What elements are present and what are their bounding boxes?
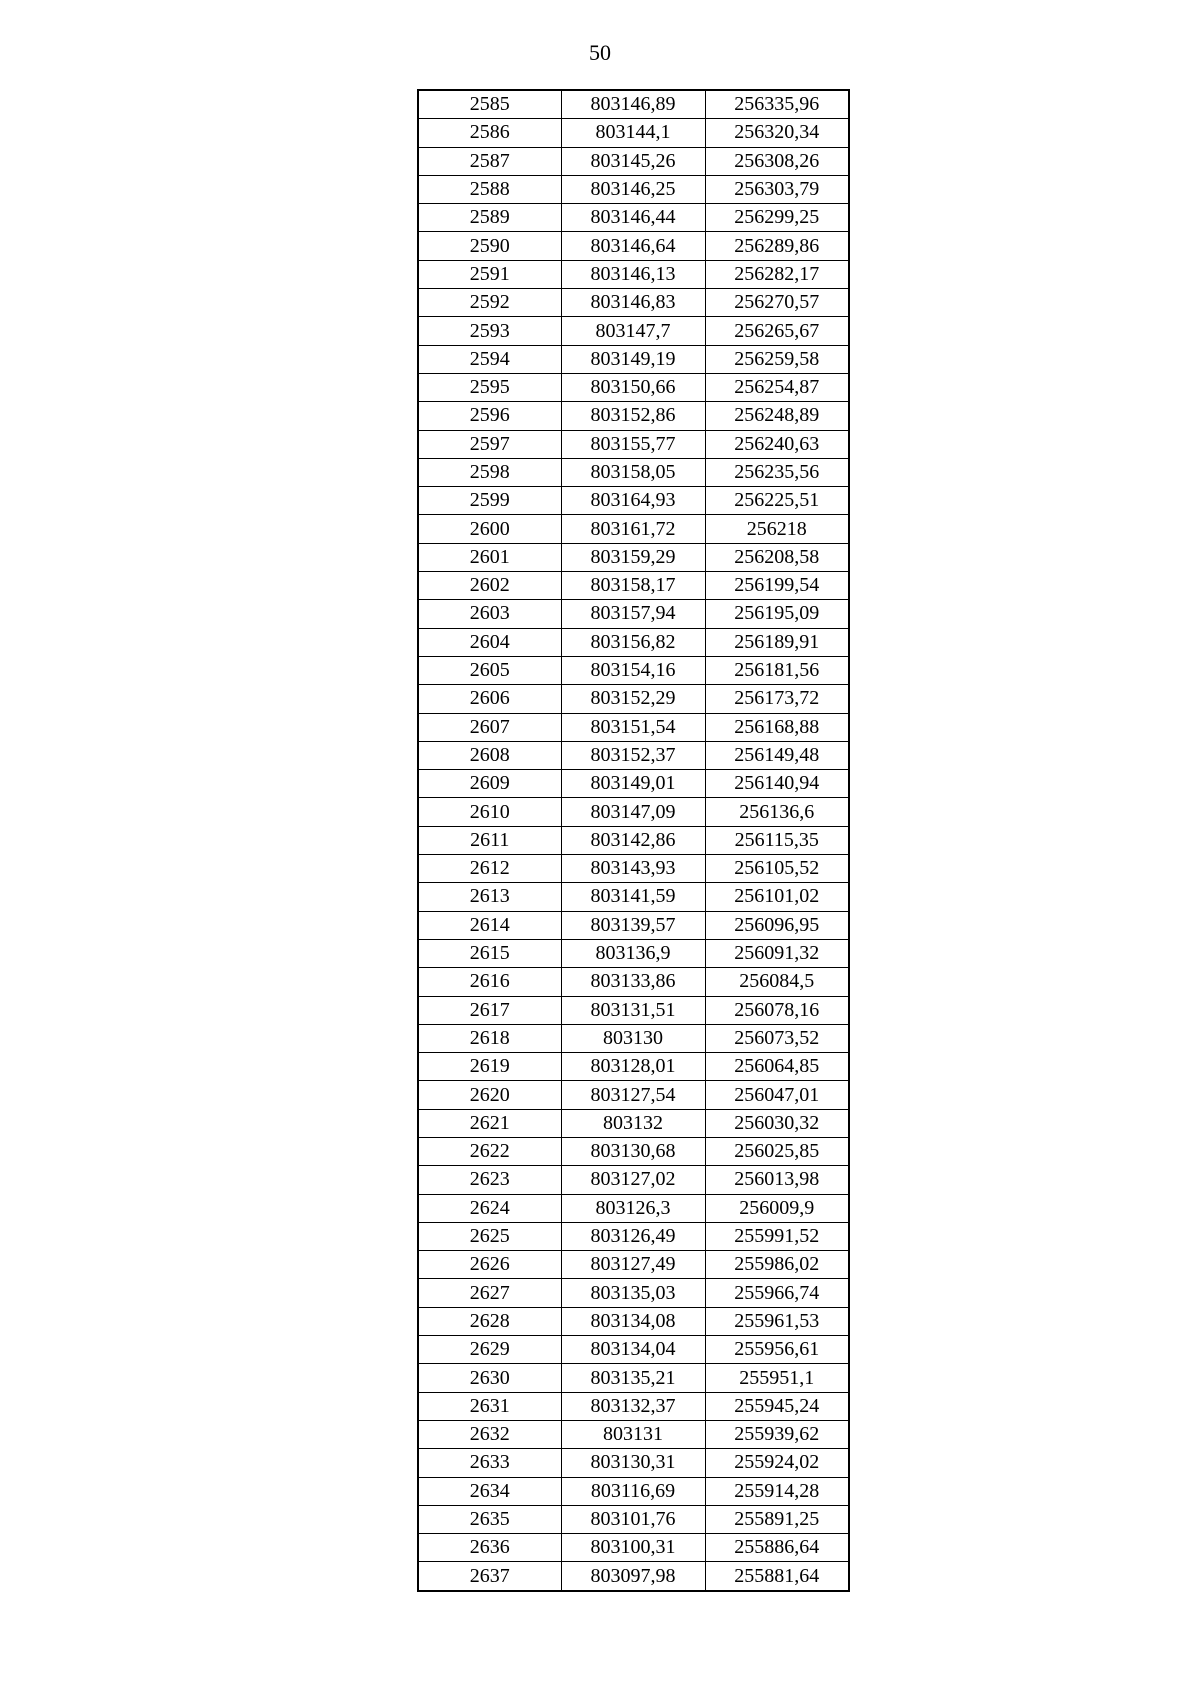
y-coordinate-cell: 256105,52: [705, 855, 849, 883]
point-number-cell: 2590: [418, 232, 561, 260]
x-coordinate-cell: 803158,05: [561, 458, 705, 486]
y-coordinate-cell: 256181,56: [705, 656, 849, 684]
point-number-cell: 2593: [418, 317, 561, 345]
table-row: [418, 685, 849, 713]
y-coordinate-cell: 255914,28: [705, 1477, 849, 1505]
point-number-cell: 2630: [418, 1364, 561, 1392]
table-row: [418, 855, 849, 883]
table-row: [418, 1194, 849, 1222]
y-coordinate-cell: 255966,74: [705, 1279, 849, 1307]
table-row: [418, 911, 849, 939]
point-number-cell: 2587: [418, 147, 561, 175]
y-coordinate-cell: 256208,58: [705, 543, 849, 571]
point-number-cell: 2628: [418, 1307, 561, 1335]
point-number-cell: 2620: [418, 1081, 561, 1109]
x-coordinate-cell: 803097,98: [561, 1562, 705, 1591]
point-number-cell: 2598: [418, 458, 561, 486]
point-number-cell: 2607: [418, 713, 561, 741]
y-coordinate-cell: 256009,9: [705, 1194, 849, 1222]
y-coordinate-cell: 255961,53: [705, 1307, 849, 1335]
point-number-cell: 2610: [418, 798, 561, 826]
table-row: [418, 1449, 849, 1477]
table-row: [418, 1562, 849, 1591]
y-coordinate-cell: 255924,02: [705, 1449, 849, 1477]
x-coordinate-cell: 803159,29: [561, 543, 705, 571]
point-number-cell: 2596: [418, 402, 561, 430]
x-coordinate-cell: 803116,69: [561, 1477, 705, 1505]
x-coordinate-cell: 803146,44: [561, 204, 705, 232]
x-coordinate-cell: 803149,01: [561, 770, 705, 798]
page-number: 50: [589, 40, 611, 65]
point-number-cell: 2604: [418, 628, 561, 656]
table-row: [418, 147, 849, 175]
x-coordinate-cell: 803152,29: [561, 685, 705, 713]
y-coordinate-cell: 256235,56: [705, 458, 849, 486]
x-coordinate-cell: 803130,31: [561, 1449, 705, 1477]
x-coordinate-cell: 803131: [561, 1420, 705, 1448]
table-row: [418, 1109, 849, 1137]
y-coordinate-cell: 256025,85: [705, 1137, 849, 1165]
table-row: [418, 1534, 849, 1562]
table-row: [418, 175, 849, 203]
table-row: [418, 968, 849, 996]
y-coordinate-cell: 256218: [705, 515, 849, 543]
y-coordinate-cell: 256320,34: [705, 119, 849, 147]
table-row: [418, 430, 849, 458]
table-row: [418, 628, 849, 656]
table-row: [418, 883, 849, 911]
x-coordinate-cell: 803151,54: [561, 713, 705, 741]
point-number-cell: 2592: [418, 289, 561, 317]
y-coordinate-cell: 256254,87: [705, 373, 849, 401]
y-coordinate-cell: 256195,09: [705, 600, 849, 628]
y-coordinate-cell: 256199,54: [705, 572, 849, 600]
y-coordinate-cell: 255956,61: [705, 1336, 849, 1364]
y-coordinate-cell: 256030,32: [705, 1109, 849, 1137]
point-number-cell: 2633: [418, 1449, 561, 1477]
point-number-cell: 2621: [418, 1109, 561, 1137]
table-row: [418, 1024, 849, 1052]
x-coordinate-cell: 803139,57: [561, 911, 705, 939]
point-number-cell: 2591: [418, 260, 561, 288]
point-number-cell: 2588: [418, 175, 561, 203]
y-coordinate-cell: 255945,24: [705, 1392, 849, 1420]
y-coordinate-cell: 256259,58: [705, 345, 849, 373]
y-coordinate-cell: 256173,72: [705, 685, 849, 713]
y-coordinate-cell: 256168,88: [705, 713, 849, 741]
y-coordinate-cell: 256265,67: [705, 317, 849, 345]
y-coordinate-cell: 256115,35: [705, 826, 849, 854]
table-row: [418, 1505, 849, 1533]
x-coordinate-cell: 803130: [561, 1024, 705, 1052]
table-row: [418, 345, 849, 373]
x-coordinate-cell: 803134,04: [561, 1336, 705, 1364]
x-coordinate-cell: 803100,31: [561, 1534, 705, 1562]
y-coordinate-cell: 256064,85: [705, 1053, 849, 1081]
x-coordinate-cell: 803142,86: [561, 826, 705, 854]
table-row: [418, 798, 849, 826]
point-number-cell: 2622: [418, 1137, 561, 1165]
x-coordinate-cell: 803156,82: [561, 628, 705, 656]
point-number-cell: 2594: [418, 345, 561, 373]
y-coordinate-cell: 256240,63: [705, 430, 849, 458]
x-coordinate-cell: 803164,93: [561, 487, 705, 515]
table-row: [418, 1336, 849, 1364]
point-number-cell: 2589: [418, 204, 561, 232]
y-coordinate-cell: 255881,64: [705, 1562, 849, 1591]
point-number-cell: 2637: [418, 1562, 561, 1591]
y-coordinate-cell: 255939,62: [705, 1420, 849, 1448]
point-number-cell: 2619: [418, 1053, 561, 1081]
point-number-cell: 2614: [418, 911, 561, 939]
table-row: [418, 1420, 849, 1448]
table-row: [418, 1166, 849, 1194]
table-row: [418, 572, 849, 600]
x-coordinate-cell: 803135,21: [561, 1364, 705, 1392]
x-coordinate-cell: 803127,49: [561, 1251, 705, 1279]
point-number-cell: 2612: [418, 855, 561, 883]
point-number-cell: 2634: [418, 1477, 561, 1505]
table-row: [418, 600, 849, 628]
table-row: [418, 402, 849, 430]
point-number-cell: 2609: [418, 770, 561, 798]
x-coordinate-cell: 803146,13: [561, 260, 705, 288]
point-number-cell: 2618: [418, 1024, 561, 1052]
y-coordinate-cell: 256078,16: [705, 996, 849, 1024]
point-number-cell: 2599: [418, 487, 561, 515]
x-coordinate-cell: 803135,03: [561, 1279, 705, 1307]
point-number-cell: 2605: [418, 656, 561, 684]
y-coordinate-cell: 256303,79: [705, 175, 849, 203]
table-row: [418, 1222, 849, 1250]
y-coordinate-cell: 256270,57: [705, 289, 849, 317]
x-coordinate-cell: 803155,77: [561, 430, 705, 458]
table-row: [418, 741, 849, 769]
table-row: [418, 373, 849, 401]
x-coordinate-cell: 803154,16: [561, 656, 705, 684]
table-row: [418, 656, 849, 684]
point-number-cell: 2635: [418, 1505, 561, 1533]
table-row: [418, 1307, 849, 1335]
x-coordinate-cell: 803157,94: [561, 600, 705, 628]
point-number-cell: 2613: [418, 883, 561, 911]
table-row: [418, 1392, 849, 1420]
x-coordinate-cell: 803132: [561, 1109, 705, 1137]
coordinates-table: [417, 89, 850, 1592]
point-number-cell: 2603: [418, 600, 561, 628]
x-coordinate-cell: 803145,26: [561, 147, 705, 175]
y-coordinate-cell: 255986,02: [705, 1251, 849, 1279]
point-number-cell: 2623: [418, 1166, 561, 1194]
table-row: [418, 90, 849, 119]
x-coordinate-cell: 803127,02: [561, 1166, 705, 1194]
table-row: [418, 515, 849, 543]
table-row: [418, 119, 849, 147]
y-coordinate-cell: 256282,17: [705, 260, 849, 288]
y-coordinate-cell: 256136,6: [705, 798, 849, 826]
x-coordinate-cell: 803127,54: [561, 1081, 705, 1109]
y-coordinate-cell: 256101,02: [705, 883, 849, 911]
x-coordinate-cell: 803144,1: [561, 119, 705, 147]
x-coordinate-cell: 803128,01: [561, 1053, 705, 1081]
point-number-cell: 2624: [418, 1194, 561, 1222]
y-coordinate-cell: 256289,86: [705, 232, 849, 260]
table-row: [418, 939, 849, 967]
x-coordinate-cell: 803126,3: [561, 1194, 705, 1222]
x-coordinate-cell: 803161,72: [561, 515, 705, 543]
x-coordinate-cell: 803131,51: [561, 996, 705, 1024]
table-row: [418, 770, 849, 798]
table-row: [418, 317, 849, 345]
point-number-cell: 2615: [418, 939, 561, 967]
table-row: [418, 1279, 849, 1307]
point-number-cell: 2586: [418, 119, 561, 147]
x-coordinate-cell: 803136,9: [561, 939, 705, 967]
point-number-cell: 2636: [418, 1534, 561, 1562]
y-coordinate-cell: 256225,51: [705, 487, 849, 515]
y-coordinate-cell: 256189,91: [705, 628, 849, 656]
point-number-cell: 2600: [418, 515, 561, 543]
y-coordinate-cell: 255991,52: [705, 1222, 849, 1250]
point-number-cell: 2602: [418, 572, 561, 600]
table-row: [418, 826, 849, 854]
table-row: [418, 1364, 849, 1392]
x-coordinate-cell: 803101,76: [561, 1505, 705, 1533]
point-number-cell: 2611: [418, 826, 561, 854]
y-coordinate-cell: 256335,96: [705, 90, 849, 119]
point-number-cell: 2627: [418, 1279, 561, 1307]
table-row: [418, 260, 849, 288]
table-row: [418, 458, 849, 486]
table-row: [418, 1053, 849, 1081]
point-number-cell: 2625: [418, 1222, 561, 1250]
table-row: [418, 996, 849, 1024]
x-coordinate-cell: 803133,86: [561, 968, 705, 996]
y-coordinate-cell: 256091,32: [705, 939, 849, 967]
x-coordinate-cell: 803143,93: [561, 855, 705, 883]
coordinates-table-body: [418, 90, 849, 1591]
x-coordinate-cell: 803134,08: [561, 1307, 705, 1335]
y-coordinate-cell: 256149,48: [705, 741, 849, 769]
table-row: [418, 1477, 849, 1505]
point-number-cell: 2595: [418, 373, 561, 401]
point-number-cell: 2601: [418, 543, 561, 571]
table-row: [418, 713, 849, 741]
y-coordinate-cell: 256140,94: [705, 770, 849, 798]
y-coordinate-cell: 255886,64: [705, 1534, 849, 1562]
y-coordinate-cell: 256047,01: [705, 1081, 849, 1109]
table-row: [418, 543, 849, 571]
y-coordinate-cell: 255951,1: [705, 1364, 849, 1392]
point-number-cell: 2585: [418, 90, 561, 119]
table-row: [418, 1137, 849, 1165]
x-coordinate-cell: 803150,66: [561, 373, 705, 401]
x-coordinate-cell: 803146,64: [561, 232, 705, 260]
point-number-cell: 2608: [418, 741, 561, 769]
table-row: [418, 1251, 849, 1279]
y-coordinate-cell: 256084,5: [705, 968, 849, 996]
x-coordinate-cell: 803158,17: [561, 572, 705, 600]
x-coordinate-cell: 803147,7: [561, 317, 705, 345]
x-coordinate-cell: 803149,19: [561, 345, 705, 373]
y-coordinate-cell: 255891,25: [705, 1505, 849, 1533]
x-coordinate-cell: 803126,49: [561, 1222, 705, 1250]
point-number-cell: 2632: [418, 1420, 561, 1448]
point-number-cell: 2617: [418, 996, 561, 1024]
table-row: [418, 289, 849, 317]
x-coordinate-cell: 803141,59: [561, 883, 705, 911]
table-row: [418, 204, 849, 232]
y-coordinate-cell: 256308,26: [705, 147, 849, 175]
point-number-cell: 2626: [418, 1251, 561, 1279]
point-number-cell: 2616: [418, 968, 561, 996]
x-coordinate-cell: 803152,86: [561, 402, 705, 430]
point-number-cell: 2629: [418, 1336, 561, 1364]
table-row: [418, 232, 849, 260]
point-number-cell: 2597: [418, 430, 561, 458]
y-coordinate-cell: 256013,98: [705, 1166, 849, 1194]
y-coordinate-cell: 256096,95: [705, 911, 849, 939]
point-number-cell: 2606: [418, 685, 561, 713]
y-coordinate-cell: 256248,89: [705, 402, 849, 430]
x-coordinate-cell: 803146,25: [561, 175, 705, 203]
x-coordinate-cell: 803146,89: [561, 90, 705, 119]
x-coordinate-cell: 803130,68: [561, 1137, 705, 1165]
x-coordinate-cell: 803132,37: [561, 1392, 705, 1420]
x-coordinate-cell: 803146,83: [561, 289, 705, 317]
point-number-cell: 2631: [418, 1392, 561, 1420]
x-coordinate-cell: 803152,37: [561, 741, 705, 769]
x-coordinate-cell: 803147,09: [561, 798, 705, 826]
table-row: [418, 487, 849, 515]
table-row: [418, 1081, 849, 1109]
y-coordinate-cell: 256299,25: [705, 204, 849, 232]
y-coordinate-cell: 256073,52: [705, 1024, 849, 1052]
